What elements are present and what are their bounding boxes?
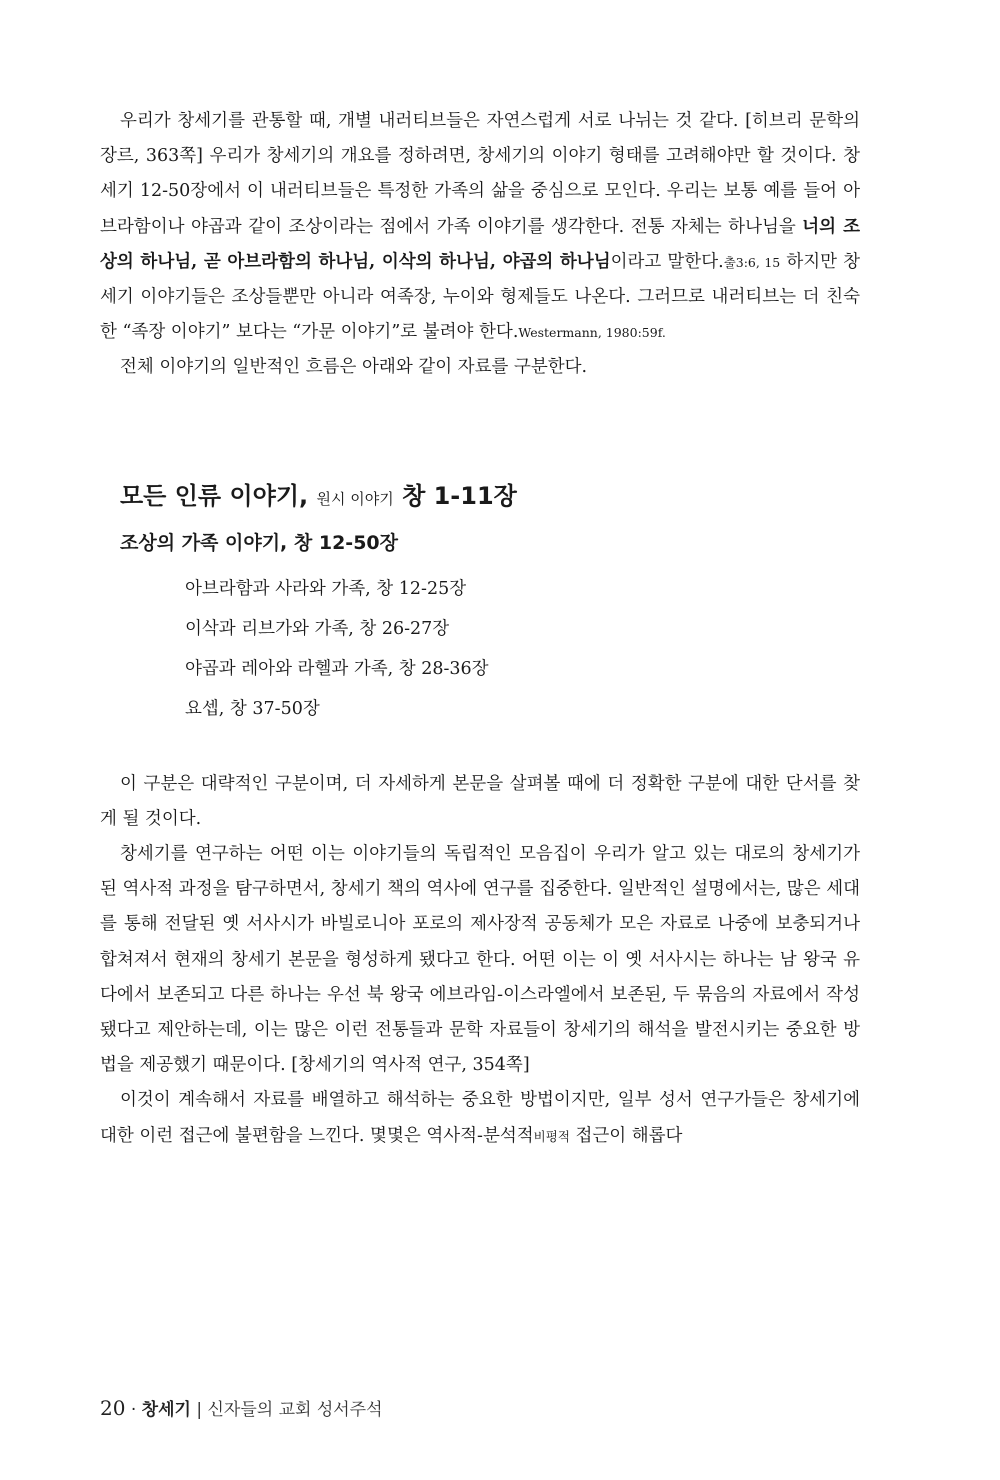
outline-main-heading bbox=[100, 476, 860, 519]
intro-text-1: 우리가 창세기를 관통할 때, 개별 내러티브들은 자연스럽게 서로 나뉘는 것 같다. [히브리 문학의 장르, 363쪽] 우리가 창세기의 개요를 정하려면, 창세기의 이야기 형태를 고려해야만 할 것이다. 창세기 12-50장에서 이 내러티브들은 특정한 가족의 삶을 중심으로 모인다. 우리는 보통 예를 들어 아브라함이나 야곱과 같이 조상이라는 점에서 가족 이야기를 생각한다. 전통 자체는 하나님을 bbox=[100, 111, 860, 237]
series-title: | 신자들의 교회 성서주석 bbox=[196, 1400, 383, 1420]
outline-item: 야곱과 레아와 라헬과 가족, 창 28-36장 bbox=[185, 658, 489, 679]
book-title: 창세기 bbox=[141, 1400, 191, 1420]
paragraph-historical-study: 창세기를 연구하는 어떤 이는 이야기들의 독립적인 모음집이 우리가 알고 있는 대로의 창세기가 된 역사적 과정을 탐구하면서, 창세기 책의 역사에 연구를 집중한다. 일반적인 설명에서는, 많은 세대를 통해 전달된 옛 서사시가 바빌로니아 포로의 제사장적 공동체가 모은 자료로 나중에 보충되거나 합쳐져서 현재의 창세기 본문을 형성하게 됐다고 한다. 어떤 이는 이 옛 서사시는 하나는 남 왕국 유다에서 보존되고 다른 하나는 우선 북 왕국 에브라임-이스라엘에서 보존된, 두 묶음의 자료에서 작성됐다고 제안하는데, 이는 많은 이런 전통들과 문학 자료들이 창세기의 해석을 발전시키는 중요한 방법을 제공했기 때문이다. [창세기의 역사적 연구, 354쪽] bbox=[100, 844, 860, 1076]
page-footer bbox=[100, 1395, 383, 1420]
outline-item: 이삭과 리브가와 가족, 창 26-27장 bbox=[185, 618, 450, 639]
paragraph-outline-intro: 전체 이야기의 일반적인 흐름은 아래와 같이 자료를 구분한다. bbox=[120, 357, 588, 378]
outline-item: 요셉, 창 37-50장 bbox=[185, 698, 320, 719]
outline-list bbox=[100, 569, 860, 729]
footer-separator: · bbox=[130, 1400, 137, 1420]
outline-main-title: 모든 인류 이야기, bbox=[120, 481, 309, 510]
paragraph-approach bbox=[100, 1083, 860, 1153]
approach-small-note: 비평적 bbox=[533, 1128, 570, 1144]
scripture-ref: 출3:6, 15 bbox=[723, 254, 781, 270]
outline-item: 아브라함과 사라와 가족, 창 12-25장 bbox=[185, 578, 467, 599]
paragraph-intro bbox=[100, 104, 860, 350]
intro-text-3: 하지만 창세기 이야기들은 조상들뿐만 아니라 여족장, 누이와 형제들도 나온다. 그러므로 내러티브는 더 친숙한 “족장 이야기” 보다는 “가문 이야기”로 불려야 한다. bbox=[100, 251, 861, 343]
outline-main-range: 창 1-11장 bbox=[402, 481, 517, 510]
page-body bbox=[100, 104, 860, 1154]
page-number: 20 bbox=[100, 1396, 126, 1420]
approach-text-2: 접근이 해롭다 bbox=[569, 1125, 683, 1146]
intro-bold-quote: 너의 조상의 하나님, 곧 아브라함의 하나님, 이삭의 하나님, 야곱의 하나님 bbox=[100, 216, 860, 272]
citation-ref: Westermann, 1980:59f. bbox=[518, 325, 666, 341]
outline-section-heading: 조상의 가족 이야기, 창 12-50장 bbox=[120, 531, 398, 554]
approach-text-1: 이것이 계속해서 자료를 배열하고 해석하는 중요한 방법이지만, 일부 성서 연구가들은 창세기에 대한 이런 접근에 불편함을 느낀다. 몇몇은 역사적-분석적 bbox=[100, 1090, 860, 1146]
intro-text-2: 이라고 말한다. bbox=[610, 251, 724, 272]
paragraph-division-note: 이 구분은 대략적인 구분이며, 더 자세하게 본문을 살펴볼 때에 더 정확한 구분에 대한 단서를 찾게 될 것이다. bbox=[100, 773, 860, 829]
outline-main-sub: 원시 이야기 bbox=[316, 489, 394, 508]
